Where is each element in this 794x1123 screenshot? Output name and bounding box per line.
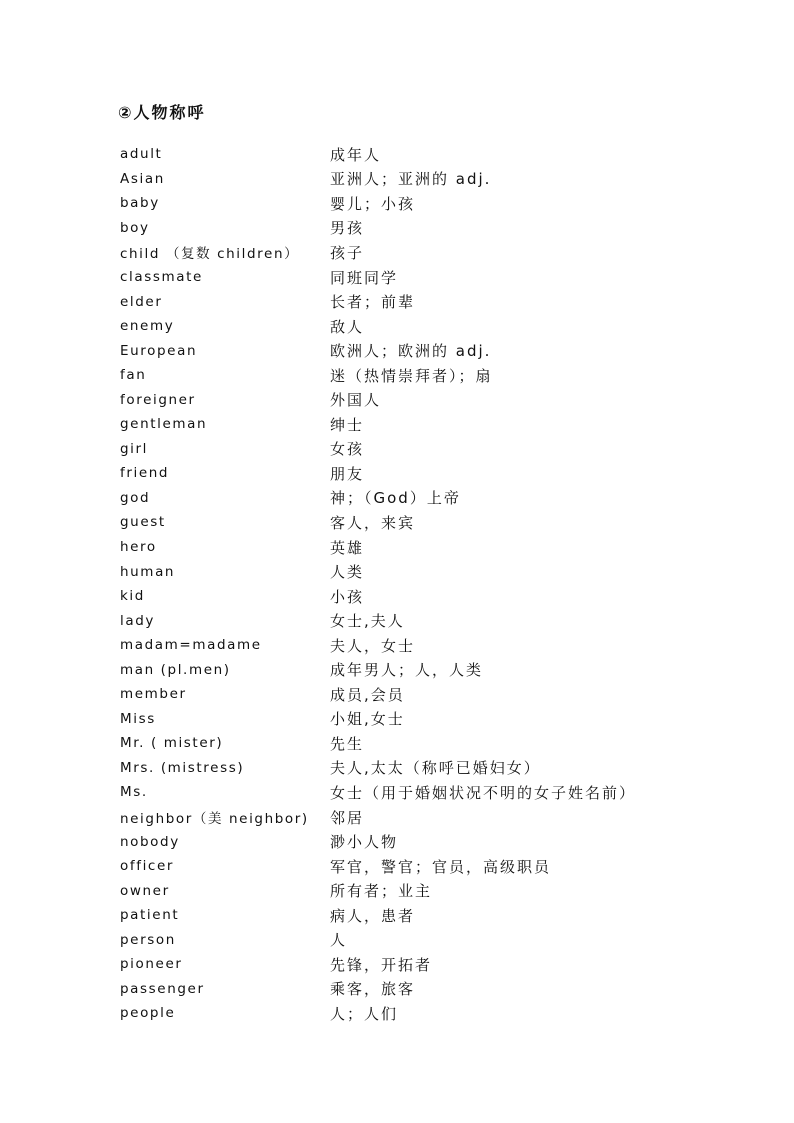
vocab-meaning: 女士,夫人: [330, 612, 405, 631]
vocab-row: [120, 510, 740, 535]
vocab-row: [120, 903, 740, 928]
vocab-term: man (pl.men): [120, 661, 231, 678]
vocab-meaning: 神；（God）上帝: [330, 489, 461, 508]
vocab-row: [120, 829, 740, 854]
vocab-meaning: 客人，来宾: [330, 513, 416, 532]
vocab-row: [120, 486, 740, 511]
vocab-row: [120, 167, 740, 192]
vocab-meaning: 成员,会员: [330, 685, 405, 704]
vocab-term: lady: [120, 612, 155, 629]
vocab-meaning: 小孩: [330, 587, 365, 606]
vocab-meaning: 人；人们: [330, 1004, 399, 1023]
vocab-row: [120, 314, 740, 339]
vocab-term: foreigner: [120, 391, 196, 408]
vocab-term: Ms.: [120, 784, 148, 801]
vocab-row: [120, 289, 740, 314]
vocab-term: member: [120, 686, 187, 703]
vocab-row: [120, 805, 740, 830]
vocab-row: [120, 780, 740, 805]
vocab-meaning: 欧洲人；欧洲的 adj.: [330, 342, 492, 361]
vocab-meaning: 迷（热情崇拜者）；扇: [330, 366, 493, 385]
vocab-meaning: 外国人: [330, 391, 382, 410]
vocab-term: god: [120, 489, 151, 506]
vocab-row: [120, 928, 740, 953]
vocab-meaning: 同班同学: [330, 268, 399, 287]
vocab-row: [120, 559, 740, 584]
vocab-term: classmate: [120, 269, 203, 285]
vocab-row: [120, 240, 740, 265]
vocab-row: [120, 461, 740, 486]
vocab-row: [120, 363, 740, 388]
vocab-meaning: 孩子: [330, 243, 365, 262]
vocab-row: [120, 878, 740, 903]
vocab-row: [120, 657, 740, 682]
vocab-term: passenger: [120, 980, 205, 997]
vocab-term: human: [120, 563, 176, 580]
vocab-row: [120, 387, 740, 412]
vocab-meaning: 亚洲人；亚洲的 adj.: [330, 170, 492, 189]
vocab-row: [120, 142, 740, 167]
vocab-term: guest: [120, 514, 166, 531]
vocab-term: European: [120, 342, 198, 359]
vocab-meaning: 女士（用于婚姻状况不明的女子姓名前）: [330, 783, 637, 802]
vocab-term: child （复数 children）: [120, 246, 300, 263]
vocab-row: [120, 977, 740, 1002]
vocab-meaning: 女孩: [330, 440, 365, 459]
vocab-term: adult: [120, 146, 163, 163]
vocab-row: [120, 191, 740, 216]
vocab-meaning: 敌人: [330, 317, 365, 336]
vocab-row: [120, 1001, 740, 1026]
vocab-meaning: 军官，警官；官员，高级职员: [330, 857, 552, 876]
vocab-meaning: 成年人: [330, 145, 382, 164]
vocab-row: [120, 633, 740, 658]
vocabulary-list: [120, 142, 740, 1026]
vocab-row: [120, 412, 740, 437]
vocab-row: [120, 608, 740, 633]
vocab-meaning: 男孩: [330, 219, 365, 238]
vocab-row: [120, 437, 740, 462]
vocab-term: Mr. ( mister): [120, 735, 224, 752]
vocab-term: Asian: [120, 170, 165, 187]
vocab-row: [120, 952, 740, 977]
vocab-meaning: 夫人,太太（称呼已婚妇女）: [330, 759, 541, 778]
vocab-term: patient: [120, 907, 180, 924]
vocab-row: [120, 535, 740, 560]
vocab-term: officer: [120, 858, 174, 875]
vocab-meaning: 朋友: [330, 464, 365, 483]
vocab-meaning: 先锋，开拓者: [330, 955, 433, 974]
vocab-meaning: 邻居: [330, 808, 365, 827]
vocab-term: neighbor（美 neighbor): [120, 811, 309, 828]
vocab-term: gentleman: [120, 416, 208, 433]
vocab-meaning: 乘客，旅客: [330, 980, 416, 999]
vocab-term: people: [120, 1005, 176, 1022]
vocab-term: Mrs. (mistress): [120, 759, 245, 776]
vocab-row: [120, 731, 740, 756]
vocab-term: boy: [120, 219, 150, 236]
vocab-row: [120, 338, 740, 363]
vocab-meaning: 长者；前辈: [330, 293, 416, 312]
vocab-meaning: 所有者；业主: [330, 882, 433, 901]
vocab-term: Miss: [120, 710, 156, 727]
vocab-meaning: 先生: [330, 734, 365, 753]
vocab-row: [120, 682, 740, 707]
vocab-term: baby: [120, 195, 160, 212]
vocab-meaning: 人类: [330, 563, 365, 582]
vocab-row: [120, 216, 740, 241]
vocab-row: [120, 756, 740, 781]
vocab-meaning: 病人，患者: [330, 906, 416, 925]
vocab-term: person: [120, 931, 176, 948]
vocab-term: elder: [120, 293, 163, 310]
vocab-meaning: 夫人，女士: [330, 636, 416, 655]
vocab-term: hero: [120, 539, 157, 556]
vocab-term: girl: [120, 440, 149, 457]
vocab-meaning: 人: [330, 931, 348, 950]
vocab-meaning: 绅士: [330, 415, 365, 434]
vocab-row: [120, 265, 740, 290]
vocab-term: friend: [120, 465, 170, 482]
vocab-term: fan: [120, 367, 147, 384]
vocab-term: pioneer: [120, 956, 183, 973]
vocab-meaning: 小姐,女士: [330, 710, 405, 729]
vocab-meaning: 渺小人物: [330, 833, 399, 852]
vocab-term: madam=madame: [120, 637, 262, 654]
vocab-meaning: 婴儿；小孩: [330, 194, 416, 213]
vocab-term: nobody: [120, 833, 180, 850]
vocab-meaning: 英雄: [330, 538, 365, 557]
vocab-meaning: 成年男人；人，人类: [330, 661, 484, 680]
vocab-row: [120, 707, 740, 732]
vocab-term: enemy: [120, 318, 175, 335]
vocab-term: owner: [120, 882, 170, 899]
vocab-row: [120, 854, 740, 879]
vocab-row: [120, 584, 740, 609]
section-heading: ②人物称呼: [118, 102, 206, 122]
vocab-term: kid: [120, 588, 145, 605]
